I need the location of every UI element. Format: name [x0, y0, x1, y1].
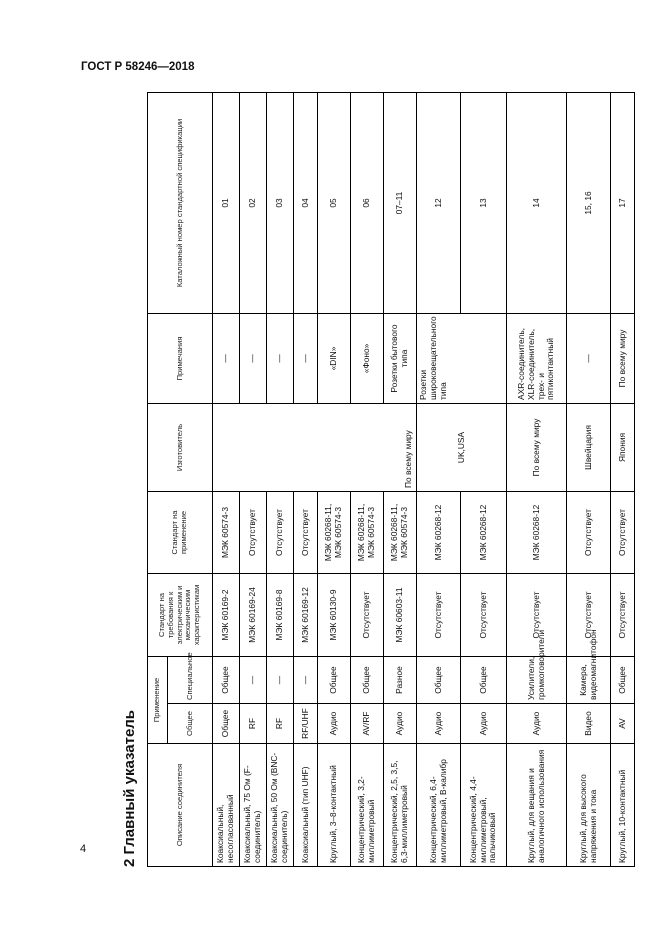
cell-note: —	[267, 313, 294, 403]
cell-catalog: 12	[417, 92, 461, 313]
cell-special: Общее	[213, 656, 240, 703]
cell-standard-app: МЭК 60268-11, МЭК 60574-3	[318, 491, 351, 573]
cell-manufacturer-ukusa: UK,USA	[417, 403, 507, 491]
header-application: Применение	[148, 656, 168, 743]
cell-manufacturer: Швейцария	[567, 403, 611, 491]
cell-general: AV	[611, 704, 635, 744]
cell-description: Концентрический, 4,4-миллиметровый, пальчиковый	[461, 744, 507, 867]
cell-description: Круглый, для высокого напряжения и тока	[567, 744, 611, 867]
cell-standard-el-mech: МЭК 60169-24	[240, 573, 267, 656]
cell-standard-app: Отсутствует	[240, 491, 267, 573]
cell-standard-el-mech: Отсутствует	[417, 573, 461, 656]
cell-manufacturer: По всему миру	[507, 403, 567, 491]
cell-standard-app: МЭК 60268-12	[461, 491, 507, 573]
cell-standard-app: Отсутствует	[267, 491, 294, 573]
page-number: 4	[80, 843, 87, 855]
document-header: ГОСТ Р 58246—2018	[81, 61, 195, 73]
cell-description: Концентрический, 6,4-миллиметровый, B-калибр	[417, 744, 461, 867]
cell-description: Коаксиальный (тип UHF)	[294, 744, 318, 867]
cell-description: Круглый, 3–8-контактный	[318, 744, 351, 867]
section-title: 2 Главный указатель	[121, 709, 138, 867]
cell-standard-app: Отсутствует	[294, 491, 318, 573]
cell-standard-el-mech: Отсутствует	[567, 573, 611, 656]
cell-general: Видео	[567, 704, 611, 744]
cell-manufacturer-worldwide: По всему миру	[213, 403, 417, 491]
cell-description: Концентрический, 3,2-миллиметровый	[351, 744, 384, 867]
cell-note-broadcast: Розетки широковещательного типа	[417, 313, 507, 403]
cell-note: По всему миру	[611, 313, 635, 403]
cell-general: Аудио	[417, 704, 461, 744]
cell-standard-el-mech: Отсутствует	[461, 573, 507, 656]
table-row	[507, 92, 567, 866]
cell-standard-app: МЭК 60268-11, МЭК 60574-3	[351, 491, 384, 573]
cell-catalog: 17	[611, 92, 635, 313]
cell-special: Общее	[461, 656, 507, 703]
cell-description: Коаксиальный, 75 Ом (F-соединитель)	[240, 744, 267, 867]
rotated-inner	[115, 93, 627, 867]
table-row	[417, 92, 461, 866]
cell-description: Круглый, 10-контактный	[611, 744, 635, 867]
header-catalog: Каталожный номер стандартной спецификации	[148, 92, 213, 313]
header-standard-el-mech: Стандарт на требования к электрическим и механическим характеристикам	[148, 573, 213, 656]
cell-special: Камера, видеомагнитофон	[567, 656, 611, 703]
cell-description: Концентрический, 2,5, 3,5, 6,3-миллиметровый	[384, 744, 417, 867]
cell-catalog: 14	[507, 92, 567, 313]
cell-note: —	[567, 313, 611, 403]
cell-note: AXR-соединитель, XLR-соединитель, трех- и пятиконтактный	[507, 313, 567, 403]
cell-special: Общее	[611, 656, 635, 703]
cell-general: AV/RF	[351, 704, 384, 744]
cell-description: Коаксиальный, 50 Ом (BNC-соединитель)	[267, 744, 294, 867]
table-row	[567, 92, 611, 866]
cell-catalog: 04	[294, 92, 318, 313]
cell-standard-app: МЭК 60268-12	[507, 491, 567, 573]
cell-standard-app: МЭК 60268-12	[417, 491, 461, 573]
cell-special: —	[294, 656, 318, 703]
cell-description: Круглый, для вещания и аналогичного использования	[507, 744, 567, 867]
cell-catalog: 05	[318, 92, 351, 313]
table-row	[611, 92, 635, 866]
table-row	[213, 92, 240, 866]
cell-catalog: 01	[213, 92, 240, 313]
header-description: Описание соединителя	[148, 744, 213, 867]
cell-catalog: 02	[240, 92, 267, 313]
cell-general: Аудио	[461, 704, 507, 744]
cell-general: Аудио	[318, 704, 351, 744]
cell-standard-app: Отсутствует	[567, 491, 611, 573]
cell-note: Розетки бытового типа	[384, 313, 417, 403]
cell-catalog: 03	[267, 92, 294, 313]
cell-standard-app: МЭК 60268-11, МЭК 60574-3	[384, 491, 417, 573]
cell-general: Аудио	[384, 704, 417, 744]
cell-standard-el-mech: МЭК 60169-12	[294, 573, 318, 656]
cell-standard-el-mech: Отсутствует	[611, 573, 635, 656]
header-notes: Примечания	[148, 313, 213, 403]
cell-note: —	[240, 313, 267, 403]
cell-general: Аудио	[507, 704, 567, 744]
cell-catalog: 15, 16	[567, 92, 611, 313]
cell-note: —	[294, 313, 318, 403]
cell-special: —	[240, 656, 267, 703]
cell-special: Общее	[318, 656, 351, 703]
cell-special: Общее	[417, 656, 461, 703]
cell-special: Разное	[384, 656, 417, 703]
header-manufacturer: Изготовитель	[148, 403, 213, 491]
cell-catalog: 07–11	[384, 92, 417, 313]
cell-general: RF/UHF	[294, 704, 318, 744]
cell-standard-el-mech: Отсутствует	[351, 573, 384, 656]
cell-note: —	[213, 313, 240, 403]
main-index-table	[147, 92, 635, 867]
cell-special: —	[267, 656, 294, 703]
header-special: Специальное	[168, 656, 213, 703]
cell-general: RF	[267, 704, 294, 744]
cell-catalog: 13	[461, 92, 507, 313]
cell-description: Коаксиальный, несогласованный	[213, 744, 240, 867]
cell-note: «Фоно»	[351, 313, 384, 403]
cell-standard-app: Отсутствует	[611, 491, 635, 573]
cell-standard-el-mech: МЭК 60169-8	[267, 573, 294, 656]
header-standard-app: Стандарт на применение	[148, 491, 213, 573]
cell-standard-app: МЭК 60574-3	[213, 491, 240, 573]
cell-standard-el-mech: МЭК 60169-2	[213, 573, 240, 656]
cell-catalog: 06	[351, 92, 384, 313]
cell-note: «DIN»	[318, 313, 351, 403]
cell-standard-el-mech: МЭК 60130-9	[318, 573, 351, 656]
cell-standard-el-mech: МЭК 60603-11	[384, 573, 417, 656]
cell-manufacturer: Япония	[611, 403, 635, 491]
rotated-page-content	[115, 93, 627, 867]
cell-special: Усилители, громкоговорители	[507, 656, 567, 703]
cell-standard-el-mech: Отсутствует	[507, 573, 567, 656]
header-general: Общее	[168, 704, 213, 744]
cell-general: RF	[240, 704, 267, 744]
cell-special: Общее	[351, 656, 384, 703]
cell-general: Общее	[213, 704, 240, 744]
